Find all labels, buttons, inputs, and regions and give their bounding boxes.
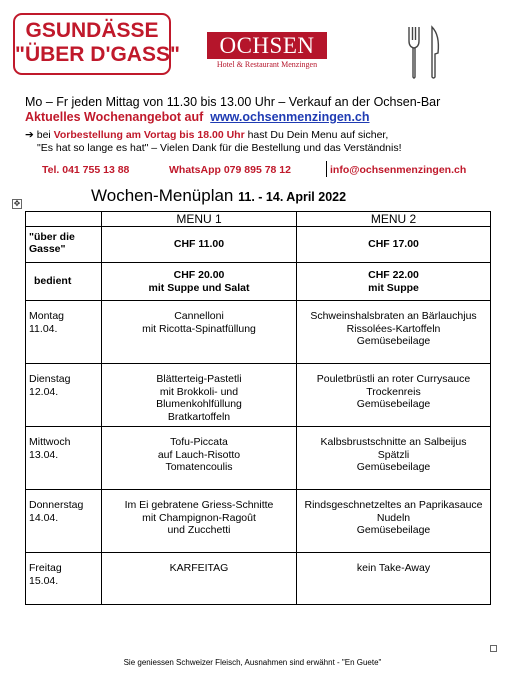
dish-line: Bratkartoffeln bbox=[167, 410, 231, 423]
preorder-post: hast Du Dein Menu auf sicher, bbox=[247, 129, 389, 141]
title-dates: 11. - 14. April 2022 bbox=[238, 190, 347, 204]
dish-line: Tomatencoulis bbox=[165, 461, 233, 473]
dish-line: Blumenkohlfüllung bbox=[156, 398, 242, 410]
bedient-menu-2-price: CHF 22.00 bbox=[368, 269, 419, 281]
price-gasse-menu-2: CHF 17.00 bbox=[297, 227, 491, 263]
menu-2-cell bbox=[297, 427, 491, 490]
weekly-offer-label: Aktuelles Wochenangebot auf bbox=[25, 110, 204, 124]
menu-2-cell bbox=[297, 553, 491, 605]
dish-line: Pouletbrüstli an roter Currysauce bbox=[316, 373, 471, 385]
dish-line: Spätzli bbox=[377, 448, 410, 461]
menu-1-cell bbox=[102, 364, 297, 427]
header-menu-1: MENU 1 bbox=[102, 212, 297, 227]
phone-number: Tel. 041 755 13 88 bbox=[42, 164, 130, 176]
dish-line: kein Take-Away bbox=[356, 562, 431, 574]
day-cell bbox=[26, 427, 102, 490]
badge-line-1: GSUNDÄSSE bbox=[25, 19, 159, 42]
day-name: Montag bbox=[29, 310, 65, 322]
menu-1-cell bbox=[102, 553, 297, 605]
price-row-bedient bbox=[26, 263, 491, 301]
menu-2-cell bbox=[297, 301, 491, 364]
table-header-row bbox=[26, 212, 491, 227]
table-row bbox=[26, 490, 491, 553]
dish-line: Schweinshalsbraten an Bärlauchjus bbox=[310, 310, 477, 322]
menu-2-cell bbox=[297, 364, 491, 427]
price-bedient-menu-2 bbox=[297, 263, 491, 301]
day-name: Mittwoch bbox=[29, 436, 71, 448]
day-cell bbox=[26, 490, 102, 553]
day-rows bbox=[26, 301, 491, 605]
menu-1-cell bbox=[102, 490, 297, 553]
bedient-menu-1-price: CHF 20.00 bbox=[173, 269, 225, 281]
day-cell bbox=[26, 301, 102, 364]
table-resize-handle[interactable] bbox=[490, 645, 497, 652]
title-main: Wochen-Menüplan bbox=[91, 186, 234, 205]
price-gasse-menu-1: CHF 11.00 bbox=[102, 227, 297, 263]
fork-knife-icon bbox=[405, 25, 443, 81]
price-bedient-menu-1 bbox=[102, 263, 297, 301]
preorder-pre: bei bbox=[36, 129, 51, 141]
dish-line: Blätterteig-Pastetli bbox=[156, 373, 242, 385]
dish-line: Kalbsbrustschnitte an Salbeijus bbox=[320, 436, 467, 448]
dish-line: Gemüsebeilage bbox=[356, 461, 431, 473]
logo-subtitle: Hotel & Restaurant Menzingen bbox=[216, 60, 318, 69]
menu-1-cell bbox=[102, 427, 297, 490]
table-row bbox=[26, 301, 491, 364]
whatsapp-number: WhatsApp 079 895 78 12 bbox=[169, 164, 291, 176]
dish-line: und Zucchetti bbox=[167, 524, 231, 536]
header-empty bbox=[26, 212, 102, 227]
dish-line: Rindsgeschnetzeltes an Paprikasauce bbox=[304, 499, 483, 511]
contact-separator bbox=[326, 161, 327, 177]
weekly-offer-line bbox=[25, 110, 370, 124]
label-gasse: "über die Gasse" bbox=[26, 227, 102, 263]
logo-text: OCHSEN bbox=[219, 33, 315, 58]
menu-2-cell bbox=[297, 490, 491, 553]
menu-1-cell bbox=[102, 301, 297, 364]
availability-note: "Es hat so lange es hat" – Vielen Dank für die Bestellung und das Verständnis! bbox=[37, 142, 402, 154]
ochsen-logo bbox=[207, 32, 327, 59]
email-address[interactable]: info@ochsenmenzingen.ch bbox=[330, 164, 467, 176]
table-move-handle-icon[interactable]: ✥ bbox=[13, 199, 21, 208]
day-date: 15.04. bbox=[29, 574, 59, 587]
table-row bbox=[26, 553, 491, 605]
day-date: 12.04. bbox=[29, 385, 59, 398]
dish-line: mit Ricotta-Spinatfüllung bbox=[142, 322, 256, 335]
dish-line: mit Champignon-Ragoût bbox=[142, 511, 256, 524]
opening-hours: Mo – Fr jeden Mittag von 11.30 bis 13.00 Uhr – Verkauf an der Ochsen-Bar bbox=[25, 95, 441, 109]
header-menu-2: MENU 2 bbox=[297, 212, 491, 227]
preorder-line bbox=[25, 129, 388, 141]
bedient-menu-2-extra: mit Suppe bbox=[368, 281, 419, 294]
website-link[interactable]: www.ochsenmenzingen.ch bbox=[210, 110, 370, 124]
dish-line: KARFEITAG bbox=[169, 562, 229, 574]
dish-line: Gemüsebeilage bbox=[356, 524, 431, 536]
dish-line: mit Brokkoli- und bbox=[159, 385, 239, 398]
day-date: 14.04. bbox=[29, 511, 59, 524]
page-title bbox=[91, 186, 346, 206]
price-row-gasse bbox=[26, 227, 491, 263]
table-row bbox=[26, 364, 491, 427]
day-name: Freitag bbox=[29, 562, 62, 574]
bedient-menu-1-extra: mit Suppe und Salat bbox=[148, 281, 250, 294]
table-row bbox=[26, 427, 491, 490]
menu-table bbox=[25, 211, 491, 605]
dish-line: Gemüsebeilage bbox=[356, 335, 431, 347]
dish-line: Im Ei gebratene Griess-Schnitte bbox=[124, 499, 274, 511]
day-date: 11.04. bbox=[29, 322, 58, 335]
day-cell bbox=[26, 364, 102, 427]
preorder-highlight: Vorbestellung am Vortag bis 18.00 Uhr bbox=[53, 129, 245, 141]
dish-line: auf Lauch-Risotto bbox=[157, 448, 241, 461]
badge-line-2: "ÜBER D'GASS" bbox=[15, 43, 180, 66]
day-cell bbox=[26, 553, 102, 605]
arrow-right-icon: ➔ bbox=[25, 129, 34, 141]
footer-note: Sie geniessen Schweizer Fleisch, Ausnahmen sind erwähnt - "En Guete" bbox=[123, 658, 382, 667]
dish-line: Tofu-Piccata bbox=[170, 436, 228, 448]
gsundaesse-badge bbox=[13, 13, 180, 75]
dish-line: Cannelloni bbox=[174, 310, 224, 322]
dish-line: Rissolées-Kartoffeln bbox=[346, 322, 441, 335]
dish-line: Gemüsebeilage bbox=[356, 398, 431, 410]
dish-line: Nudeln bbox=[376, 511, 411, 524]
label-bedient: bedient bbox=[26, 263, 102, 301]
day-name: Dienstag bbox=[29, 373, 71, 385]
day-date: 13.04. bbox=[29, 448, 59, 461]
dish-line: Trockenreis bbox=[366, 385, 421, 398]
day-name: Donnerstag bbox=[29, 499, 84, 511]
